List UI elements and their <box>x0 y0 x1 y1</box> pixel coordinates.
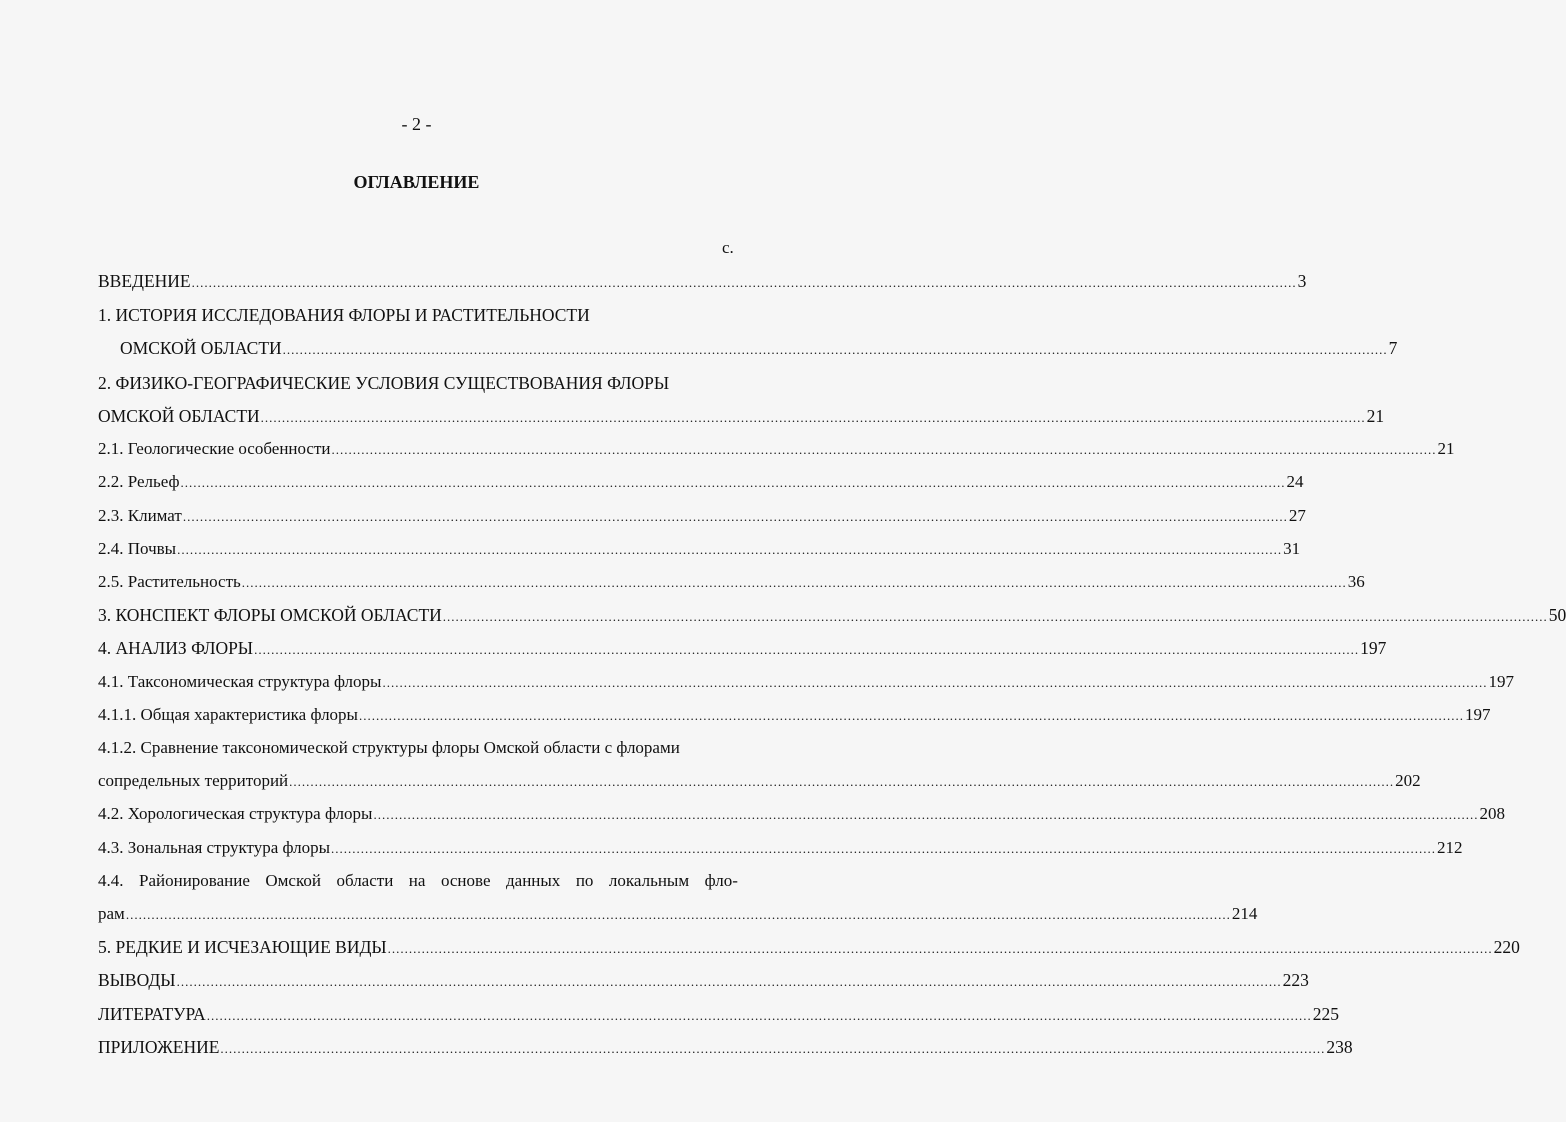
toc-entry-literature <box>98 1004 1339 1024</box>
toc-entry-page: 50 <box>1548 605 1566 625</box>
dot-leader: .................................................................................................................................................................................................................................................................... <box>182 509 1288 524</box>
toc-entry-2-5 <box>98 572 1365 592</box>
toc-entry-page: 21 <box>1437 439 1455 458</box>
page-number: - 2 - <box>401 114 432 134</box>
toc-entry-page: 223 <box>1282 970 1309 990</box>
dot-leader: .................................................................................................................................................................................................................................................................... <box>125 907 1231 922</box>
toc-entry-text: рам <box>98 904 125 923</box>
toc-entry-page: 225 <box>1312 1004 1339 1024</box>
toc-entry-page: 202 <box>1395 771 1421 790</box>
word: фло- <box>704 871 738 890</box>
toc-entry-page: 214 <box>1231 904 1258 923</box>
toc-entry-text: ОМСКОЙ ОБЛАСТИ <box>98 406 260 426</box>
toc-entry-page: 24 <box>1286 472 1304 491</box>
word: 4.4. <box>98 871 124 890</box>
dot-leader: .................................................................................................................................................................................................................................................................... <box>331 841 1436 856</box>
word: по <box>575 871 594 890</box>
toc-entry-page: 31 <box>1283 539 1301 558</box>
toc-entry-text: 4.2. Хорологическая структура флоры <box>98 804 373 823</box>
toc-title: ОГЛАВЛЕНИЕ <box>353 172 480 192</box>
toc-entry-2-2 <box>98 472 1304 492</box>
toc-entry-chapter1 <box>120 338 1398 358</box>
toc-entry-2-3 <box>98 506 1306 526</box>
toc-entry-page: 7 <box>1388 338 1398 358</box>
toc-entry-text: ПРИЛОЖЕНИЕ <box>98 1037 220 1057</box>
dot-leader: .................................................................................................................................................................................................................................................................... <box>387 941 1493 956</box>
toc-entry-page: 36 <box>1347 572 1365 591</box>
toc-entry-text: 4.3. Зональная структура флоры <box>98 838 330 857</box>
word: Омской <box>265 871 321 890</box>
toc-entry-chapter1-line1: 1. ИСТОРИЯ ИССЛЕДОВАНИЯ ФЛОРЫ И РАСТИТЕЛЬНОСТИ <box>98 305 590 325</box>
toc-entry-4-1-1 <box>98 705 1491 725</box>
toc-entry-4-1 <box>98 672 1514 692</box>
toc-entry-text: 2.5. Растительность <box>98 572 241 591</box>
dot-leader: .................................................................................................................................................................................................................................................................... <box>220 1041 1326 1056</box>
toc-entry-page: 21 <box>1366 406 1385 426</box>
word: данных <box>506 871 561 890</box>
toc-entry-4-4 <box>98 904 1258 924</box>
toc-entry-page: 220 <box>1493 937 1520 957</box>
toc-entry-text: ЛИТЕРАТУРА <box>98 1004 206 1024</box>
dot-leader: .................................................................................................................................................................................................................................................................... <box>241 575 1347 590</box>
dot-leader: .................................................................................................................................................................................................................................................................... <box>358 708 1464 723</box>
page-column-label: с. <box>722 238 734 257</box>
toc-entry-page: 238 <box>1326 1037 1353 1057</box>
toc-entry-text: 2.3. Климат <box>98 506 182 525</box>
toc-entry-2-1 <box>98 439 1455 459</box>
dot-leader: .................................................................................................................................................................................................................................................................... <box>191 275 1297 290</box>
dot-leader: .................................................................................................................................................................................................................................................................... <box>442 609 1548 624</box>
toc-entry-text: сопредельных территорий <box>98 771 289 790</box>
toc-entry-text: 4.1.1. Общая характеристика флоры <box>98 705 358 724</box>
word: области <box>336 871 394 890</box>
toc-entry-4-4-line1 <box>98 871 738 891</box>
word: Районирование <box>139 871 250 890</box>
dot-leader: .................................................................................................................................................................................................................................................................... <box>254 642 1360 657</box>
dot-leader: .................................................................................................................................................................................................................................................................... <box>331 442 1437 457</box>
toc-entry-page: 197 <box>1488 672 1514 691</box>
toc-entry-text: ВЫВОДЫ <box>98 970 176 990</box>
dot-leader: .................................................................................................................................................................................................................................................................... <box>282 342 1388 357</box>
toc-entry-4-3 <box>98 838 1463 858</box>
dot-leader: .................................................................................................................................................................................................................................................................... <box>373 807 1479 822</box>
dot-leader: .................................................................................................................................................................................................................................................................... <box>180 475 1286 490</box>
word: основе <box>440 871 491 890</box>
toc-entry-chapter3 <box>98 605 1566 625</box>
toc-entry-page: 197 <box>1360 638 1387 658</box>
toc-entry-introduction <box>98 271 1307 291</box>
toc-entry-page: 3 <box>1297 271 1307 291</box>
toc-entry-chapter2-line1: 2. ФИЗИКО-ГЕОГРАФИЧЕСКИЕ УСЛОВИЯ СУЩЕСТВОВАНИЯ ФЛОРЫ <box>98 373 670 393</box>
toc-entry-chapter5 <box>98 937 1520 957</box>
toc-entry-text: 2.2. Рельеф <box>98 472 180 491</box>
toc-entry-4-1-2 <box>98 771 1421 791</box>
toc-entry-text: 4. АНАЛИЗ ФЛОРЫ <box>98 638 254 658</box>
word: локальным <box>608 871 690 890</box>
toc-entry-appendix <box>98 1037 1353 1057</box>
toc-entry-page: 27 <box>1288 506 1306 525</box>
toc-entry-text: 2.1. Геологические особенности <box>98 439 331 458</box>
toc-entry-4-2 <box>98 804 1505 824</box>
toc-entry-page: 208 <box>1479 804 1505 823</box>
toc-entry-chapter4 <box>98 638 1387 658</box>
toc-entry-text: 3. КОНСПЕКТ ФЛОРЫ ОМСКОЙ ОБЛАСТИ <box>98 605 442 625</box>
toc-entry-conclusions <box>98 970 1309 990</box>
dot-leader: .................................................................................................................................................................................................................................................................... <box>177 542 1283 557</box>
dot-leader: .................................................................................................................................................................................................................................................................... <box>382 675 1488 690</box>
toc-entry-text: 5. РЕДКИЕ И ИСЧЕЗАЮЩИЕ ВИДЫ <box>98 937 387 957</box>
dot-leader: .................................................................................................................................................................................................................................................................... <box>260 410 1366 425</box>
toc-entry-text: ВВЕДЕНИЕ <box>98 271 191 291</box>
toc-entry-text: 2.4. Почвы <box>98 539 177 558</box>
toc-entry-4-1-2-line1: 4.1.2. Сравнение таксономической структуры флоры Омской области с флорами <box>98 738 680 757</box>
toc-entry-2-4 <box>98 539 1301 559</box>
dot-leader: .................................................................................................................................................................................................................................................................... <box>289 774 1395 789</box>
toc-entry-text: 4.1. Таксономическая структура флоры <box>98 672 382 691</box>
dot-leader: .................................................................................................................................................................................................................................................................... <box>206 1008 1312 1023</box>
toc-entry-text: ОМСКОЙ ОБЛАСТИ <box>120 338 282 358</box>
dot-leader: .................................................................................................................................................................................................................................................................... <box>176 974 1282 989</box>
word: на <box>408 871 426 890</box>
toc-entry-page: 197 <box>1464 705 1491 724</box>
toc-entry-page: 212 <box>1437 838 1463 857</box>
toc-entry-chapter2 <box>98 406 1385 426</box>
